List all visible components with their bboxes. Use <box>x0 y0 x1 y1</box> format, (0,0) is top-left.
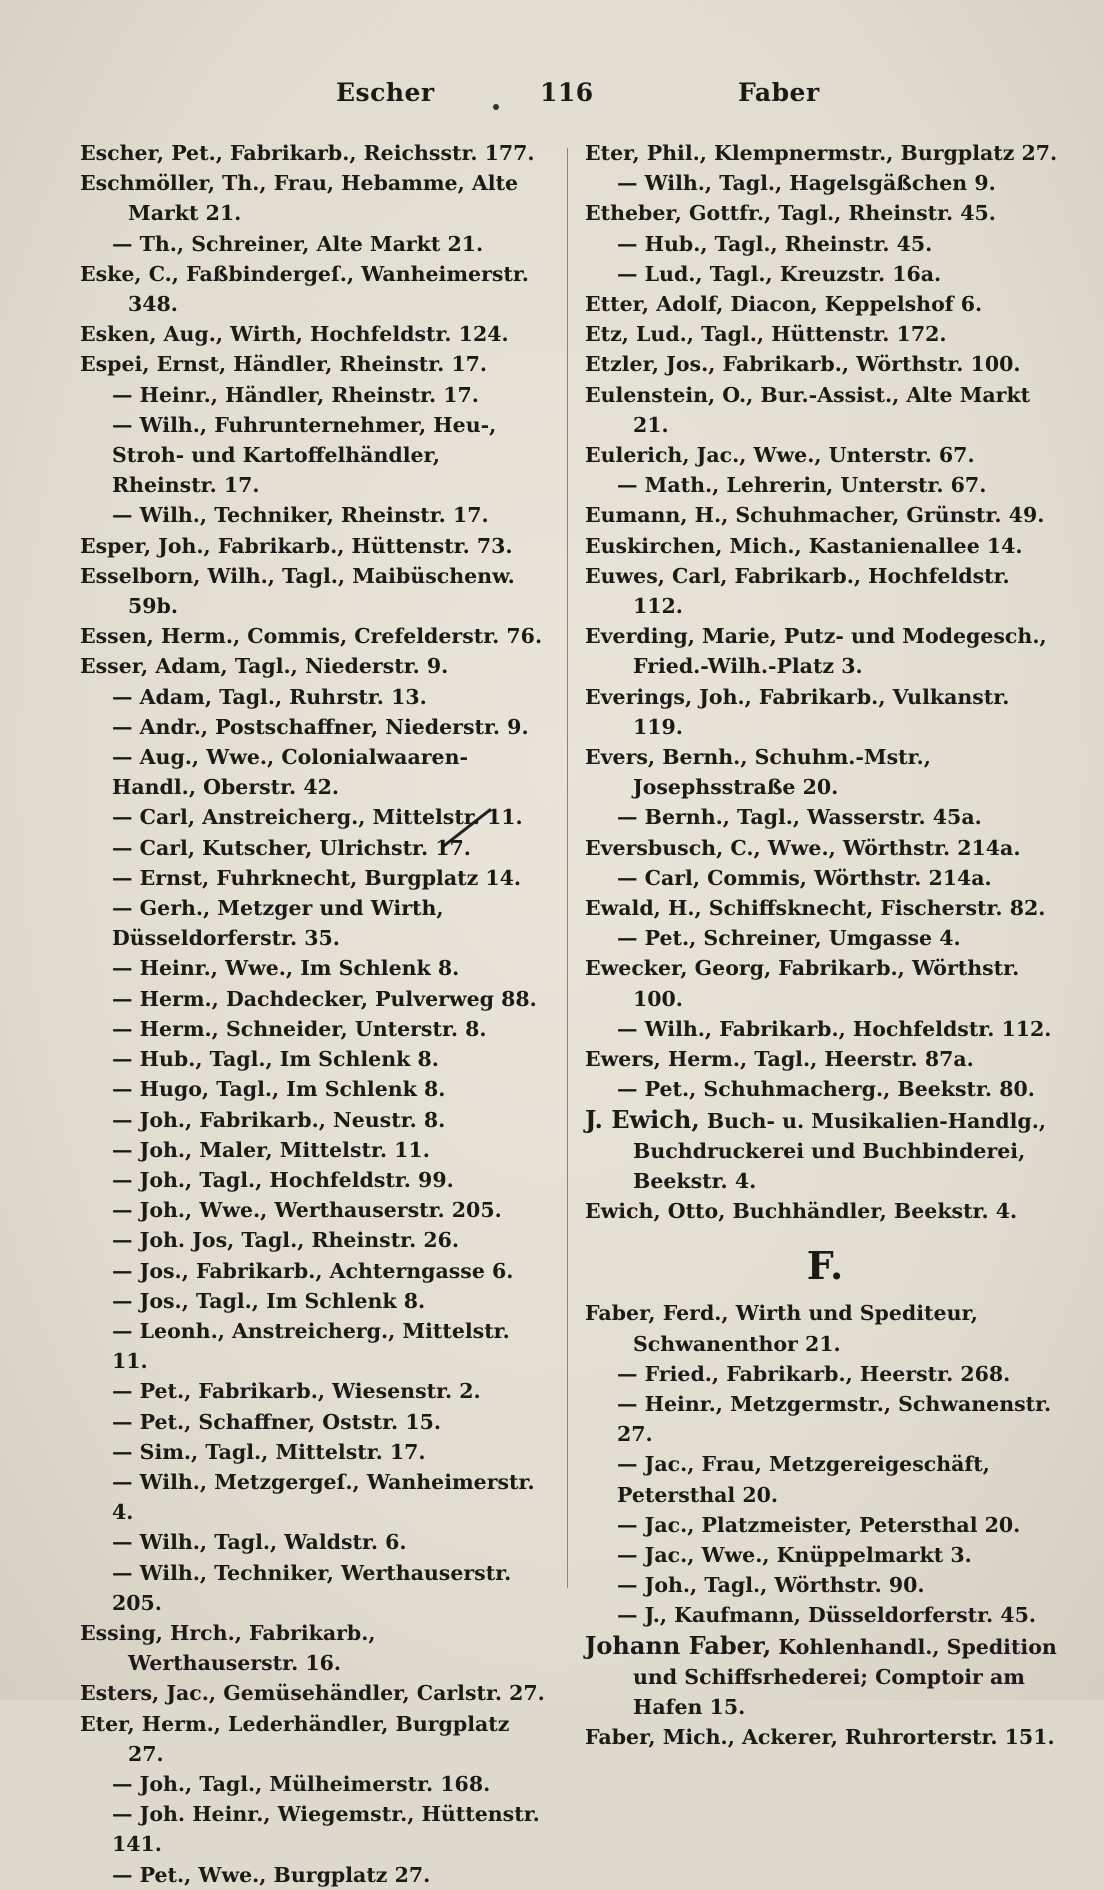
entry-details: Lud., Tagl., Hüttenstr. 172. <box>636 322 947 347</box>
directory-entry <box>585 1044 1065 1074</box>
entry-details: Mich., Kastanienallee 14. <box>729 533 1023 558</box>
directory-entry <box>585 1389 1065 1449</box>
entry-details: Wilh., Fuhrunternehmer, Heu-, Stroh- und Kartoffelhändler, Rheinstr. 17. <box>112 412 497 498</box>
directory-entry <box>80 1044 550 1074</box>
entry-surname: Eske, <box>80 261 142 286</box>
entry-details: Ferd., Wirth und Spediteur, Schwanenthor 21. <box>633 1301 978 1356</box>
entry-details: Phil., Klempnermstr., Burgplatz 27. <box>646 141 1058 165</box>
directory-entry <box>80 259 550 319</box>
directory-entry <box>80 229 550 259</box>
entry-details: H., Schuhmacher, Grünstr. 49. <box>694 503 1045 528</box>
directory-entry <box>585 621 1065 681</box>
directory-entry <box>80 1467 550 1527</box>
entry-details: Joh., Tagl., Wörthstr. 90. <box>644 1573 925 1598</box>
entry-details: Th., Frau, Hebamme, Alte Markt 21. <box>128 171 519 226</box>
entry-details: Heinr., Händler, Rheinstr. 17. <box>139 382 479 407</box>
entry-surname: Etheber, <box>585 201 682 226</box>
entry-details: Joh., Maler, Mittelstr. 11. <box>139 1137 430 1162</box>
entry-surname: Everding, <box>585 624 695 649</box>
entry-details: Herm., Commis, Crefelderstr. 76. <box>160 624 543 649</box>
entry-details: Wilh., Tagl., Hagelsgäßchen 9. <box>644 171 996 196</box>
entry-details: Bernh., Schuhm.-Mstr., Josephsstraße 20. <box>633 745 931 800</box>
header-left-keyword: Escher <box>336 78 435 107</box>
entry-details: J., Kaufmann, Düsseldorferstr. 45. <box>644 1603 1036 1628</box>
entry-surname: Faber, <box>585 1725 656 1750</box>
directory-entry <box>585 1540 1065 1570</box>
directory-entry <box>80 1527 550 1557</box>
entry-details: Carl, Anstreicherg., Mittelstr. 11. <box>139 805 523 830</box>
entry-details: Herm., Schneider, Unterstr. 8. <box>139 1016 487 1041</box>
entry-details: Wilh., Techniker, Rheinstr. 17. <box>139 503 489 528</box>
entry-surname: Etter, <box>585 292 650 317</box>
directory-entry <box>80 1618 550 1678</box>
entry-details: Herm., Lederhändler, Burgplatz 27. <box>128 1711 510 1766</box>
directory-entry <box>80 893 550 953</box>
directory-entry <box>585 289 1065 319</box>
entry-details: Georg, Fabrikarb., Wörthstr. 100. <box>633 956 1020 1011</box>
entry-surname: Esser, <box>80 654 149 679</box>
directory-entry <box>80 863 550 893</box>
entry-surname: Euskirchen, <box>585 533 723 558</box>
entry-details: Adam, Tagl., Ruhrstr. 13. <box>139 684 427 709</box>
entry-details: Ernst, Händler, Rheinstr. 17. <box>156 352 488 377</box>
directory-entry <box>80 1135 550 1165</box>
directory-entry <box>80 380 550 410</box>
directory-entry <box>585 470 1065 500</box>
entry-details: Joh. Heinr., Wiegemstr., Hüttenstr. 141. <box>112 1802 540 1857</box>
directory-entry <box>585 168 1065 198</box>
entry-details: Leonh., Anstreicherg., Mittelstr. 11. <box>112 1318 510 1374</box>
entry-details: Jac., Frau, Metzgereigeschäft, Petersthal 20. <box>617 1452 990 1507</box>
entry-details: Th., Schreiner, Alte Markt 21. <box>139 231 484 256</box>
directory-entry <box>585 1014 1065 1044</box>
entry-details: Wilh., Metzgergeſ., Wanheimerstr. 4. <box>112 1469 535 1525</box>
directory-entry <box>585 742 1065 802</box>
entry-details: Aug., Wwe., Colonialwaaren-Handl., Oberstr. 42. <box>112 745 469 800</box>
entry-details: Joh., Tagl., Hochfeldstr. 99. <box>139 1167 454 1192</box>
entry-surname: J. Ewich, <box>585 1104 700 1134</box>
entry-details: Lud., Tagl., Kreuzstr. 16a. <box>644 261 942 286</box>
entry-details: Marie, Putz- und Modegesch., Fried.-Wilh.-Platz 3. <box>633 624 1047 679</box>
directory-entry <box>585 1510 1065 1540</box>
entry-details: Carl, Commis, Wörthstr. 214a. <box>644 865 992 890</box>
entry-surname: Johann Faber, <box>585 1630 772 1660</box>
entry-details: Jac., Gemüsehändler, Carlstr. 27. <box>166 1681 545 1706</box>
directory-entry <box>585 953 1065 1013</box>
entry-details: Otto, Buchhändler, Beekstr. 4. <box>667 1199 1018 1224</box>
directory-entry <box>80 1105 550 1135</box>
entry-surname: Essing, <box>80 1620 163 1645</box>
directory-entry <box>80 621 550 651</box>
entry-details: Wilh., Fabrikarb., Hochfeldstr. 112. <box>644 1016 1052 1041</box>
directory-entry <box>80 1256 550 1286</box>
column-divider <box>567 148 568 1588</box>
entry-details: Pet., Wwe., Burgplatz 27. <box>139 1862 431 1887</box>
entry-details: Kohlenhandl., Spedition und Schiffsrhederei; Comptoir am Hafen 15. <box>633 1634 1057 1719</box>
entry-surname: Eulenstein, <box>585 382 716 407</box>
directory-entry <box>80 953 550 983</box>
entry-details: Wilh., Techniker, Werthauserstr. 205. <box>112 1560 512 1615</box>
entry-surname: Ewich, <box>585 1199 661 1224</box>
directory-entry <box>585 682 1065 742</box>
directory-entry <box>80 561 550 621</box>
directory-entry <box>585 1074 1065 1104</box>
directory-entry <box>585 1449 1065 1509</box>
entry-details: Heinr., Wwe., Im Schlenk 8. <box>139 956 460 981</box>
directory-entry <box>80 1316 550 1376</box>
entry-details: Jos., Fabrikarb., Wörthstr. 100. <box>666 352 1021 377</box>
entry-details: Jac., Wwe., Knüppelmarkt 3. <box>644 1542 972 1567</box>
entry-surname: Esselborn, <box>80 563 201 588</box>
entry-surname: Essen, <box>80 624 154 649</box>
entry-details: Pet., Fabrikarb., Wiesenstr. 2. <box>139 1379 481 1404</box>
entry-surname: Eschmöller, <box>80 171 215 196</box>
entry-details: C., Faßbindergeſ., Wanheimerstr. 348. <box>128 261 529 317</box>
directory-entry <box>80 1225 550 1255</box>
directory-entry <box>585 349 1065 379</box>
directory-entry <box>585 259 1065 289</box>
directory-entry <box>585 198 1065 228</box>
directory-entry <box>585 1722 1065 1752</box>
directory-entry <box>585 319 1065 349</box>
directory-entry <box>585 833 1065 863</box>
directory-entry <box>80 802 550 832</box>
entry-surname: Evers, <box>585 745 656 770</box>
directory-entry <box>80 531 550 561</box>
entry-details: Gerh., Metzger und Wirth, Düsseldorferstr. 35. <box>112 896 444 951</box>
directory-entry <box>80 1407 550 1437</box>
entry-surname: Ewald, <box>585 896 661 921</box>
entry-details: Joh. Jos, Tagl., Rheinstr. 26. <box>139 1228 460 1253</box>
entry-surname: Eulerich, <box>585 443 690 468</box>
entry-details: Joh., Tagl., Mülheimerstr. 168. <box>139 1771 491 1796</box>
directory-entry <box>585 1298 1065 1358</box>
entry-details: Hugo, Tagl., Im Schlenk 8. <box>139 1077 446 1102</box>
directory-entry <box>585 500 1065 530</box>
entry-details: Joh., Fabrikarb., Vulkanstr. 119. <box>633 684 1010 739</box>
entry-details: Adolf, Diacon, Keppelshof 6. <box>656 292 983 317</box>
entry-details: Mich., Ackerer, Ruhrorterstr. 151. <box>662 1725 1055 1750</box>
entry-details: Wilh., Tagl., Waldstr. 6. <box>139 1530 407 1555</box>
directory-entry <box>585 802 1065 832</box>
directory-entry <box>80 500 550 530</box>
directory-entry <box>80 1437 550 1467</box>
directory-entry <box>80 742 550 802</box>
directory-entry <box>80 1376 550 1406</box>
directory-entry <box>585 1359 1065 1389</box>
directory-entry <box>80 1769 550 1799</box>
entry-details: Heinr., Metzgermstr., Schwanenstr. 27. <box>617 1391 1052 1447</box>
left-column <box>80 138 550 1890</box>
directory-entry <box>585 229 1065 259</box>
directory-entry <box>585 923 1065 953</box>
directory-entry <box>80 410 550 501</box>
directory-entry <box>80 712 550 742</box>
entry-details: Herm., Dachdecker, Pulverweg 88. <box>139 986 537 1011</box>
entry-details: Fried., Fabrikarb., Heerstr. 268. <box>644 1361 1011 1386</box>
entry-details: Adam, Tagl., Niederstr. 9. <box>155 654 449 679</box>
entry-surname: Everings, <box>585 684 693 709</box>
entry-surname: Ewecker, <box>585 956 688 981</box>
right-column-e-entries <box>585 138 1065 1226</box>
directory-entry <box>80 349 550 379</box>
directory-entry <box>80 1074 550 1104</box>
entry-surname: Espei, <box>80 352 150 377</box>
entry-details: Carl, Kutscher, Ulrichstr. 17. <box>139 835 471 860</box>
entry-surname: Eter, <box>585 141 640 165</box>
entry-details: Hub., Tagl., Rheinstr. 45. <box>644 231 933 256</box>
header-right-keyword: Faber <box>738 78 820 107</box>
directory-entry <box>585 440 1065 470</box>
entry-surname: Faber, <box>585 1301 656 1326</box>
entry-details: Andr., Postschaffner, Niederstr. 9. <box>139 714 529 739</box>
entry-surname: Etz, <box>585 322 629 347</box>
right-column-f-entries <box>585 1298 1065 1752</box>
entry-details: Hub., Tagl., Im Schlenk 8. <box>139 1047 439 1072</box>
entry-details: Ernst, Fuhrknecht, Burgplatz 14. <box>139 865 522 890</box>
directory-entry <box>585 1570 1065 1600</box>
entry-surname: Esters, <box>80 1681 160 1706</box>
directory-entry <box>80 651 550 681</box>
directory-entry <box>585 561 1065 621</box>
directory-entry <box>80 833 550 863</box>
directory-entry <box>80 984 550 1014</box>
directory-entry <box>585 1196 1065 1226</box>
entry-surname: Esper, <box>80 533 151 558</box>
directory-entry <box>80 1799 550 1859</box>
page-header <box>0 78 1104 118</box>
entry-details: Hrch., Fabrikarb., Werthauserstr. 16. <box>128 1620 376 1676</box>
entry-surname: Eter, <box>80 1711 135 1736</box>
directory-entry <box>585 863 1065 893</box>
entry-details: Sim., Tagl., Mittelstr. 17. <box>139 1439 426 1464</box>
entry-surname: Escher, <box>80 141 165 165</box>
entry-details: Wilh., Tagl., Maibüschenw. 59b. <box>128 563 515 619</box>
entry-details: Jac., Wwe., Unterstr. 67. <box>696 443 975 468</box>
directory-entry <box>80 1286 550 1316</box>
directory-entry <box>80 319 550 349</box>
entry-details: Jos., Tagl., Im Schlenk 8. <box>139 1288 426 1313</box>
entry-details: Bernh., Tagl., Wasserstr. 45a. <box>644 805 982 830</box>
directory-entry <box>585 138 1065 168</box>
directory-entry <box>80 1558 550 1618</box>
directory-entry <box>80 1709 550 1769</box>
entry-details: O., Bur.-Assist., Alte Markt 21. <box>633 382 1031 437</box>
page-number: 116 <box>540 78 594 107</box>
entry-details: Joh., Fabrikarb., Neustr. 8. <box>139 1107 446 1132</box>
entry-details: Aug., Wirth, Hochfeldstr. 124. <box>163 322 509 347</box>
directory-entry <box>585 1631 1065 1723</box>
entry-surname: Etzler, <box>585 352 660 377</box>
right-column <box>585 138 1065 1752</box>
entry-details: Jos., Fabrikarb., Achterngasse 6. <box>139 1258 514 1283</box>
entry-surname: Euwes, <box>585 563 665 588</box>
directory-entry <box>80 1678 550 1708</box>
directory-entry <box>80 1195 550 1225</box>
directory-entry <box>80 1014 550 1044</box>
directory-entry <box>80 1165 550 1195</box>
entry-details: Buch- u. Musikalien-Handlg., Buchdruckerei und Buchbinderei, Beekstr. 4. <box>633 1108 1047 1193</box>
directory-entry <box>80 1860 550 1890</box>
entry-details: Joh., Fabrikarb., Hüttenstr. 73. <box>158 533 513 558</box>
entry-details: Carl, Fabrikarb., Hochfeldstr. 112. <box>633 563 1010 619</box>
entry-details: Gottfr., Tagl., Rheinstr. 45. <box>689 201 996 226</box>
entry-surname: Eversbusch, <box>585 835 724 860</box>
entry-details: Pet., Fabrikarb., Reichsstr. 177. <box>171 141 535 165</box>
directory-entry <box>80 138 550 168</box>
directory-entry <box>585 1105 1065 1197</box>
entry-details: H., Schiffsknecht, Fischerstr. 82. <box>667 896 1046 921</box>
entry-surname: Ewers, <box>585 1047 661 1072</box>
directory-entry <box>585 531 1065 561</box>
directory-entry <box>80 168 550 228</box>
entry-details: Pet., Schaffner, Oststr. 15. <box>139 1409 441 1434</box>
entry-details: Jac., Platzmeister, Petersthal 20. <box>644 1512 1021 1537</box>
directory-entry <box>585 893 1065 923</box>
entry-details: Pet., Schuhmacherg., Beekstr. 80. <box>644 1077 1035 1102</box>
entry-details: Math., Lehrerin, Unterstr. 67. <box>644 473 987 498</box>
entry-details: Pet., Schreiner, Umgasse 4. <box>644 926 961 951</box>
entry-details: C., Wwe., Wörthstr. 214a. <box>730 835 1021 860</box>
entry-details: Joh., Wwe., Werthauserstr. 205. <box>139 1198 502 1223</box>
directory-entry <box>80 682 550 712</box>
directory-entry <box>585 380 1065 440</box>
entry-surname: Esken, <box>80 322 157 347</box>
ink-dot <box>493 104 499 110</box>
entry-surname: Eumann, <box>585 503 688 528</box>
section-letter-f: F. <box>806 1243 844 1289</box>
directory-entry <box>585 1600 1065 1630</box>
entry-details: Herm., Tagl., Heerstr. 87a. <box>667 1047 974 1072</box>
